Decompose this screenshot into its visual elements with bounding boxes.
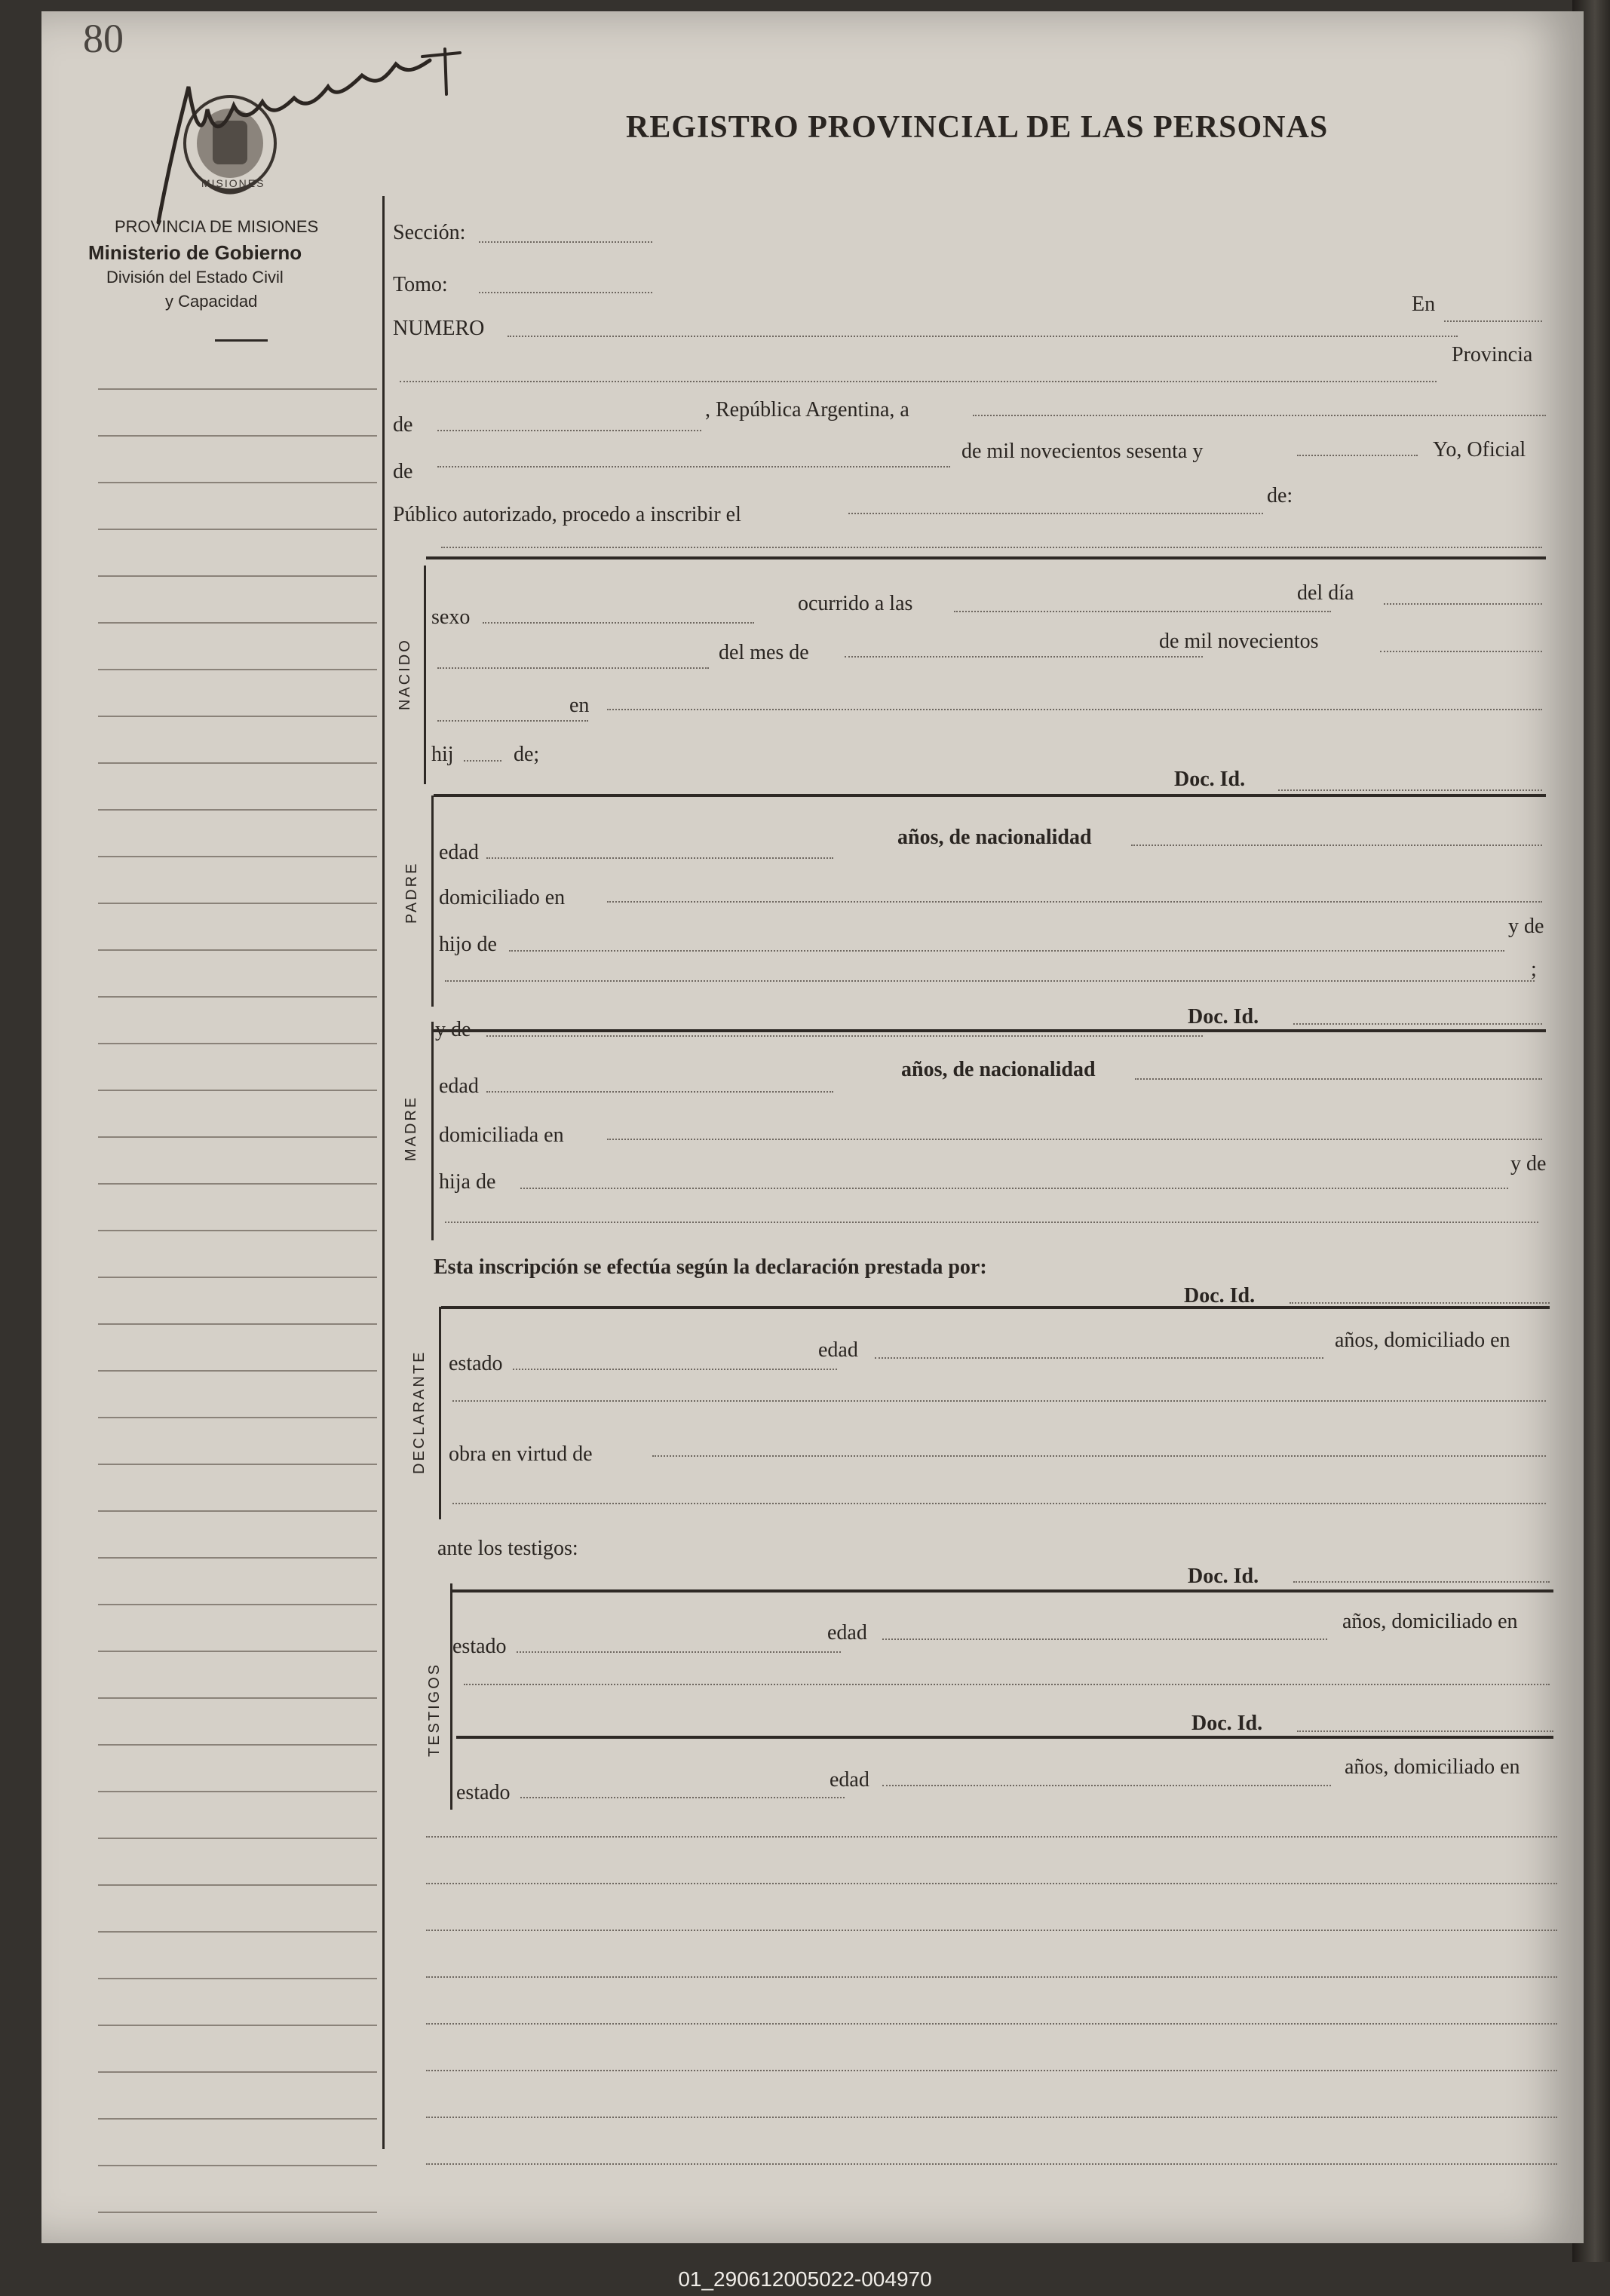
field-tomo[interactable]	[479, 292, 652, 293]
label-del-mes: del mes de	[719, 641, 809, 664]
label-madre-doc: Doc. Id.	[1188, 1005, 1259, 1028]
header-ministry: Ministerio de Gobierno	[88, 241, 302, 264]
field-declarante-doc[interactable]	[1290, 1302, 1550, 1304]
label-mil-sesenta: de mil novecientos sesenta y	[961, 440, 1204, 463]
closing-dotted-line[interactable]	[426, 2070, 1557, 2071]
field-testigo2-estado[interactable]	[520, 1797, 845, 1798]
margin-ruled-line	[98, 388, 377, 390]
margin-ruled-line	[98, 2071, 377, 2073]
label-de-colon: de:	[1267, 484, 1293, 507]
label-padre-y-de: y de	[1508, 915, 1544, 938]
margin-ruled-line	[98, 1464, 377, 1465]
margin-ruled-line	[98, 1230, 377, 1231]
field-testigo1-edad[interactable]	[882, 1638, 1327, 1640]
label-declarante-estado: estado	[449, 1352, 503, 1375]
field-sexo[interactable]	[483, 622, 754, 624]
field-testigo2-doc[interactable]	[1297, 1730, 1553, 1732]
field-place[interactable]	[400, 381, 1437, 382]
header-division: División del Estado Civil	[106, 268, 284, 287]
margin-ruled-line	[98, 1090, 377, 1091]
label-sexo: sexo	[431, 605, 471, 629]
margin-ruled-line	[98, 575, 377, 577]
field-hij[interactable]	[464, 760, 501, 762]
field-madre-abuelo[interactable]	[520, 1188, 1508, 1189]
margin-ruled-line	[98, 716, 377, 717]
main-margin-rule	[382, 196, 385, 2149]
margin-ruled-line	[98, 1884, 377, 1886]
madre-top-rule	[434, 1029, 1546, 1032]
field-dia[interactable]	[1384, 603, 1542, 605]
field-lugar-2[interactable]	[607, 709, 1542, 710]
field-dia-2[interactable]	[437, 667, 709, 669]
field-mes[interactable]	[845, 656, 1203, 658]
field-padre-abuelo[interactable]	[509, 950, 1504, 952]
header-capacity: y Capacidad	[165, 292, 258, 311]
label-padre: PADRE	[403, 861, 420, 924]
document-page	[41, 11, 1584, 2243]
closing-dotted-line[interactable]	[426, 2163, 1557, 2165]
margin-ruled-line	[98, 1978, 377, 1979]
field-date-day[interactable]	[973, 415, 1546, 416]
label-numero: NUMERO	[393, 317, 485, 340]
margin-ruled-line	[98, 949, 377, 951]
label-testigo1-anios: años, domiciliado en	[1342, 1610, 1518, 1633]
label-madre: MADRE	[403, 1095, 419, 1161]
margin-ruled-line	[98, 622, 377, 624]
field-lugar-1[interactable]	[437, 720, 588, 722]
label-del-dia: del día	[1297, 581, 1354, 605]
field-numero[interactable]	[508, 336, 1458, 337]
margin-ruled-line	[98, 1417, 377, 1418]
field-month[interactable]	[437, 466, 950, 467]
label-yo-oficial: Yo, Oficial	[1433, 438, 1526, 461]
margin-ruled-line	[98, 1931, 377, 1933]
closing-dotted-line[interactable]	[426, 2117, 1557, 2118]
margin-ruled-line	[98, 1510, 377, 1512]
label-madre-hija-de: hija de	[439, 1170, 496, 1194]
handwritten-signature	[136, 34, 483, 238]
field-declarante-estado[interactable]	[513, 1369, 837, 1370]
label-padre-domiciliado: domiciliado en	[439, 886, 566, 909]
label-de-2: de	[393, 460, 413, 483]
label-de-semicolon: de;	[514, 743, 540, 766]
label-padre-anios: años, de nacionalidad	[897, 826, 1092, 849]
label-tomo: Tomo:	[393, 273, 448, 296]
field-padre-abuela[interactable]	[445, 980, 1535, 982]
margin-ruled-line	[98, 1744, 377, 1746]
madre-vrule	[431, 1022, 434, 1240]
margin-ruled-line	[98, 435, 377, 437]
margin-ruled-line	[98, 529, 377, 530]
field-declarante-domicilio[interactable]	[452, 1400, 1546, 1402]
margin-ruled-line	[98, 903, 377, 904]
label-testigos: TESTIGOS	[426, 1662, 443, 1757]
label-testigo1-doc: Doc. Id.	[1188, 1565, 1259, 1588]
closing-dotted-line[interactable]	[426, 1976, 1557, 1978]
label-padre-semicolon: ;	[1531, 958, 1537, 981]
label-republica: , República Argentina, a	[705, 398, 909, 421]
testigos-vrule	[450, 1583, 452, 1810]
field-province-name[interactable]	[437, 430, 701, 431]
margin-ruled-line	[98, 1136, 377, 1138]
label-madre-y-de: y de	[435, 1018, 471, 1041]
margin-ruled-line	[98, 1651, 377, 1652]
field-declarante-obra-2[interactable]	[452, 1503, 1546, 1504]
margin-ruled-line	[98, 669, 377, 670]
margin-ruled-line	[98, 809, 377, 811]
margin-ruled-line	[98, 1604, 377, 1605]
label-padre-hijo-de: hijo de	[439, 933, 497, 956]
margin-ruled-line	[98, 996, 377, 998]
label-madre-anios: años, de nacionalidad	[901, 1058, 1096, 1081]
field-nombre[interactable]	[441, 547, 1542, 548]
label-madre-domiciliada: domiciliada en	[439, 1123, 564, 1147]
closing-dotted-line[interactable]	[426, 1836, 1557, 1838]
label-en-nac: en	[569, 694, 590, 717]
field-testigo2-edad[interactable]	[882, 1785, 1331, 1786]
margin-ruled-line	[98, 856, 377, 857]
margin-ruled-line	[98, 762, 377, 764]
field-testigo1-domicilio[interactable]	[464, 1684, 1550, 1685]
label-testigo2-estado: estado	[456, 1781, 511, 1804]
margin-ruled-line	[98, 2025, 377, 2026]
label-declarante: DECLARANTE	[411, 1350, 428, 1474]
document-title: REGISTRO PROVINCIAL DE LAS PERSONAS	[626, 110, 1329, 145]
field-declarante-edad[interactable]	[875, 1357, 1323, 1359]
header-underline	[215, 339, 268, 342]
field-padre-domicilio[interactable]	[607, 901, 1542, 903]
field-padre-nacionalidad[interactable]	[1131, 845, 1542, 846]
field-madre-abuela[interactable]	[445, 1222, 1538, 1223]
margin-ruled-line	[98, 1697, 377, 1699]
label-ante-testigos: ante los testigos:	[437, 1537, 578, 1560]
label-nacido: NACIDO	[397, 638, 413, 710]
label-de-1: de	[393, 413, 413, 437]
seal-text: MISIONES	[201, 177, 265, 189]
label-testigo2-edad: edad	[830, 1768, 869, 1792]
label-ocurrido: ocurrido a las	[798, 592, 913, 615]
margin-ruled-line	[98, 2118, 377, 2120]
field-madre-doc[interactable]	[1293, 1023, 1542, 1025]
field-testigo1-doc[interactable]	[1293, 1581, 1550, 1583]
field-madre-edad[interactable]	[486, 1091, 833, 1093]
label-testigo2-doc: Doc. Id.	[1191, 1712, 1263, 1735]
label-provincia: Provincia	[1452, 343, 1533, 366]
label-testigo2-anios: años, domiciliado en	[1345, 1755, 1520, 1779]
field-testigo1-estado[interactable]	[517, 1651, 841, 1653]
margin-ruled-line	[98, 1323, 377, 1325]
padre-vrule	[431, 795, 434, 1007]
closing-dotted-line[interactable]	[426, 1883, 1557, 1884]
margin-ruled-line	[98, 1370, 377, 1372]
label-testigo1-edad: edad	[827, 1621, 867, 1645]
field-hora[interactable]	[954, 611, 1331, 612]
label-padre-edad: edad	[439, 841, 479, 864]
label-declarante-doc: Doc. Id.	[1184, 1284, 1256, 1307]
margin-ruled-line	[98, 1557, 377, 1559]
declarante-vrule	[439, 1307, 441, 1519]
field-en[interactable]	[1444, 320, 1542, 322]
label-publico: Público autorizado, procedo a inscribir el	[393, 503, 741, 526]
margin-ruled-line	[98, 1043, 377, 1044]
margin-ruled-line	[98, 2165, 377, 2166]
field-madre-nacionalidad[interactable]	[1135, 1078, 1542, 1080]
nacido-top-rule	[426, 556, 1546, 559]
label-declarante-edad: edad	[818, 1338, 858, 1362]
label-en: En	[1412, 293, 1436, 316]
margin-ruled-line	[98, 482, 377, 483]
margin-ruled-line	[98, 1277, 377, 1278]
margin-ruled-line	[98, 2212, 377, 2213]
field-year[interactable]	[1297, 455, 1418, 456]
field-madre-domicilio[interactable]	[607, 1139, 1542, 1140]
field-inscribir[interactable]	[848, 513, 1263, 514]
label-seccion: Sección:	[393, 221, 466, 244]
label-declarante-anios: años, domiciliado en	[1335, 1329, 1510, 1352]
closing-dotted-line[interactable]	[426, 1930, 1557, 1931]
field-padre-edad[interactable]	[486, 857, 833, 859]
closing-dotted-line[interactable]	[426, 2023, 1557, 2025]
declarante-top-rule	[441, 1306, 1550, 1309]
page-number: 80	[83, 16, 124, 61]
margin-ruled-line	[98, 1791, 377, 1792]
testigo2-top-rule	[456, 1736, 1553, 1739]
label-mil-novecientos: de mil novecientos	[1159, 630, 1319, 653]
margin-ruled-line	[98, 1183, 377, 1185]
field-anio[interactable]	[1380, 651, 1542, 652]
testigo1-top-rule	[452, 1589, 1553, 1592]
label-padre-doc: Doc. Id.	[1174, 768, 1246, 791]
field-padre-doc[interactable]	[1278, 789, 1542, 791]
field-seccion[interactable]	[479, 241, 652, 243]
label-madre-y-de-2: y de	[1510, 1152, 1547, 1176]
image-caption: 01_290612005022-004970	[678, 2267, 932, 2291]
padre-top-rule	[434, 794, 1546, 797]
field-madre-nombre[interactable]	[486, 1035, 1203, 1037]
nacido-vrule	[424, 566, 426, 784]
margin-ruled-line	[98, 1838, 377, 1839]
label-madre-edad: edad	[439, 1074, 479, 1098]
label-inscripcion: Esta inscripción se efectúa según la declaración prestada por:	[434, 1255, 987, 1279]
header-province: PROVINCIA DE MISIONES	[115, 217, 319, 236]
label-hij: hij	[431, 743, 454, 766]
label-testigo1-estado: estado	[452, 1635, 507, 1658]
field-declarante-obra[interactable]	[652, 1455, 1546, 1457]
label-declarante-obra: obra en virtud de	[449, 1442, 593, 1466]
